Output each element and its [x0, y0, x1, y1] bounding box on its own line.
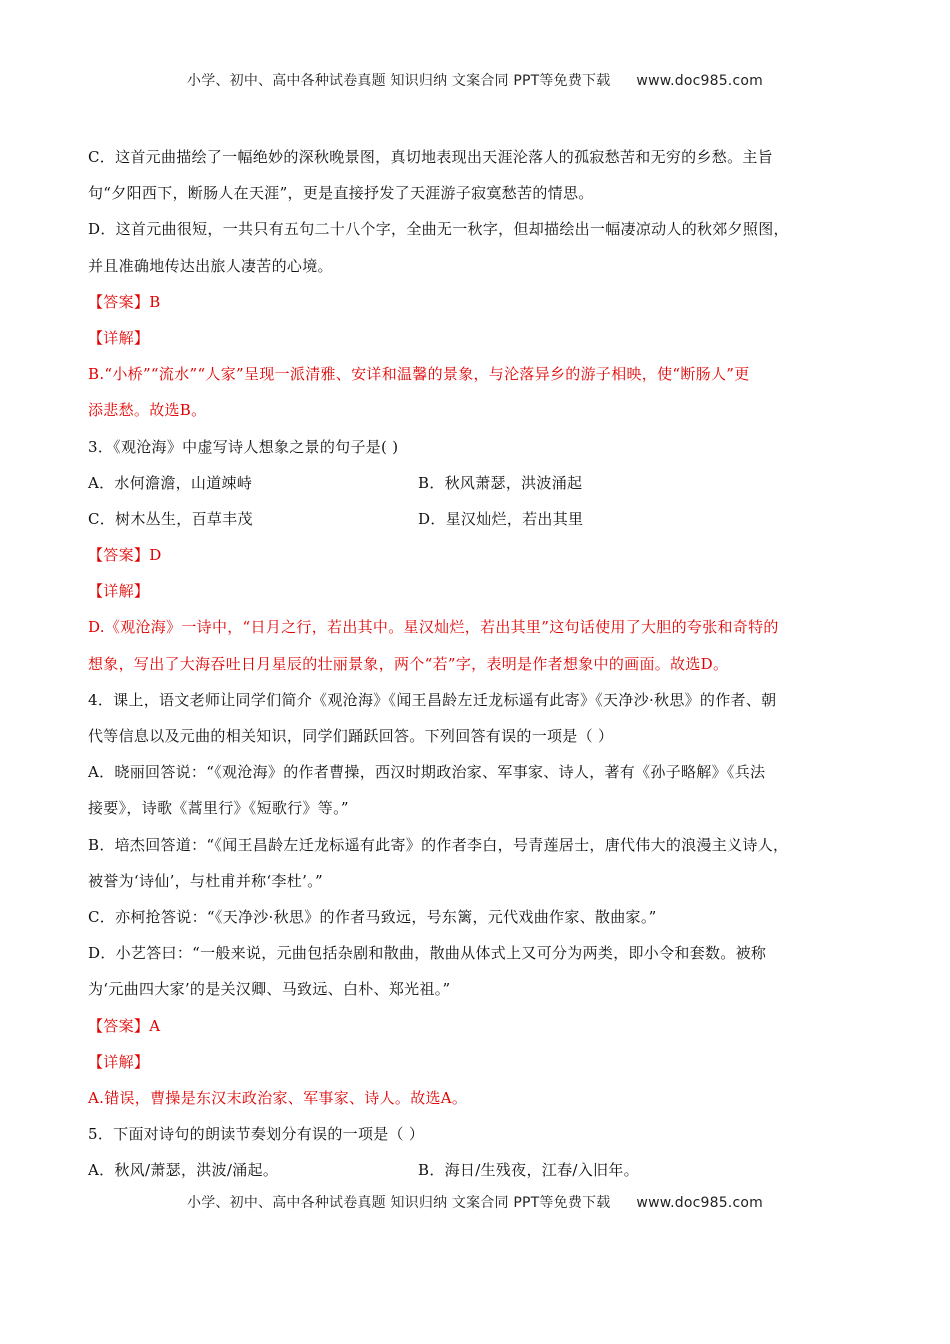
q3-answer	[88, 544, 868, 580]
q4-option-d-line1: D．小艺答曰：“一般来说，元曲包括杂剧和散曲，散曲从体式上又可分为两类，即小令和套数。被称	[88, 944, 767, 963]
q2-detail-line1: B.“小桥”“流水”“人家”呈现一派清雅、安详和温馨的景象，与沦落异乡的游子相映，使“断肠人”更	[88, 365, 750, 384]
q5-option-a: A．秋风/萧瑟，洪波/涌起。	[88, 1161, 279, 1180]
q3-detail-label: 【详解】	[88, 582, 150, 601]
q4-answer	[88, 1015, 868, 1051]
q3-options-row1	[88, 472, 868, 508]
q5-stem: 5．下面对诗句的朗读节奏划分有误的一项是（ ）	[88, 1125, 425, 1144]
document-body	[88, 146, 868, 1195]
q2-option-c-line2: 句“夕阳西下，断肠人在天涯”，更是直接抒发了天涯游子寂寞愁苦的情思。	[88, 184, 594, 203]
q3-stem: 3．《观沧海》中虚写诗人想象之景的句子是( )	[88, 437, 399, 456]
answer-label: 【答案】	[88, 1016, 150, 1035]
header-banner	[0, 70, 950, 90]
q3-detail-line1: D.《观沧海》一诗中，“日月之行，若出其中。星汉灿烂，若出其里”这句话使用了大胆的夸张和奇特的	[88, 618, 779, 637]
q3-option-a: A．水何澹澹，山道竦峙	[88, 473, 253, 492]
q3-detail-line2: 想象，写出了大海吞吐日月星辰的壮丽景象，两个“若”字，表明是作者想象中的画面。故选D。	[88, 654, 729, 673]
q2-option-d-line2: 并且准确地传达出旅人凄苦的心境。	[88, 256, 333, 275]
q3-option-c: C．树木丛生，百草丰茂	[88, 509, 253, 528]
q2-option-c-line1: C．这首元曲描绘了一幅绝妙的深秋晚景图，真切地表现出天涯沦落人的孤寂愁苦和无穷的乡愁。主旨	[88, 148, 773, 166]
q4-option-b-line1: B．培杰回答道：“《闻王昌龄左迁龙标遥有此寄》的作者李白，号青莲居士，唐代伟大的浪漫主义诗人，	[88, 835, 789, 854]
header-banner-text: 小学、初中、高中各种试卷真题 知识归纳 文案合同 PPT等免费下载	[187, 73, 611, 89]
q4-stem-line2: 代等信息以及元曲的相关知识，同学们踊跃回答。下列回答有误的一项是（ ）	[88, 727, 614, 745]
footer-banner	[0, 1192, 950, 1212]
q3-option-b: B．秋风萧瑟，洪波涌起	[418, 473, 583, 492]
q5-option-b: B．海日/生残夜，江春/入旧年。	[418, 1161, 639, 1180]
footer-banner-url[interactable]: www.doc985.com	[636, 1195, 763, 1211]
q4-stem-line1: 4．课上，语文老师让同学们简介《观沧海》《闻王昌龄左迁龙标遥有此寄》《天净沙·秋思》的作者、朝	[88, 690, 777, 709]
header-banner-url[interactable]: www.doc985.com	[636, 73, 763, 89]
q4-option-a-line2: 接要》，诗歌《蒿里行》《短歌行》等。”	[88, 799, 349, 818]
q4-option-d-line2: 为‘元曲四大家’的是关汉卿、马致远、白朴、郑光祖。”	[88, 980, 451, 999]
q3-options-row2	[88, 508, 868, 544]
q3-option-d: D．星汉灿烂，若出其里	[418, 509, 584, 528]
q2-answer	[88, 291, 868, 327]
q4-option-b-line2: 被誉为‘诗仙’，与杜甫并称‘李杜’。”	[88, 871, 323, 890]
answer-value: B	[149, 292, 161, 311]
footer-banner-text: 小学、初中、高中各种试卷真题 知识归纳 文案合同 PPT等免费下载	[187, 1195, 611, 1211]
answer-label: 【答案】	[88, 292, 150, 311]
answer-value: D	[149, 546, 162, 565]
q2-detail-line2: 添悲愁。故选B。	[88, 401, 207, 420]
q4-detail-line1: A.错误，曹操是东汉末政治家、军事家、诗人。故选A。	[88, 1088, 468, 1107]
q4-detail-label: 【详解】	[88, 1052, 150, 1071]
q2-detail-label: 【详解】	[88, 328, 150, 347]
answer-value: A	[149, 1016, 161, 1035]
q2-option-d-line1: D．这首元曲很短，一共只有五句二十八个字，全曲无一秋字，但却描绘出一幅凄凉动人的秋郊夕照图，	[88, 220, 789, 239]
answer-label: 【答案】	[88, 546, 150, 565]
q4-option-a-line1: A．晓丽回答说：“《观沧海》的作者曹操，西汉时期政治家、军事家、诗人，著有《孙子略解》《兵法	[88, 763, 766, 782]
q4-option-c: C．亦柯抢答说：“《天净沙·秋思》的作者马致远，号东篱，元代戏曲作家、散曲家。”	[88, 907, 657, 926]
q5-options-row1	[88, 1159, 868, 1195]
